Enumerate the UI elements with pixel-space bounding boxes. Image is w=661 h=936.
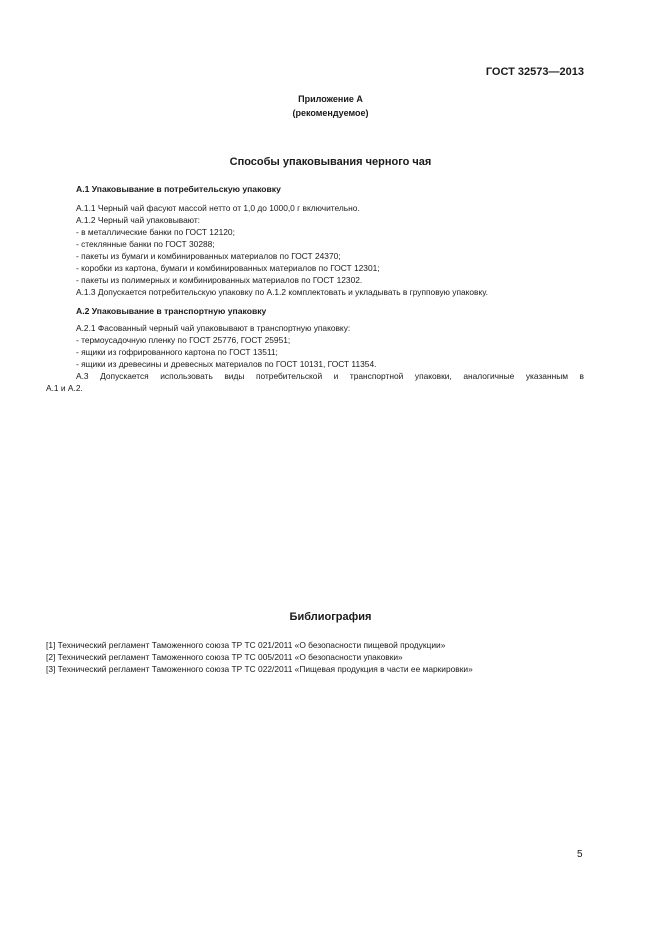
list-item: - стеклянные банки по ГОСТ 30288; [76,239,215,249]
list-item: - ящики из гофрированного картона по ГОСТ 13511; [76,347,278,357]
text-line: А.3 Допускается использовать виды потребительской и транспортной упаковки, аналогичные указанным в [76,371,584,381]
list-item: - пакеты из полимерных и комбинированных материалов по ГОСТ 12302. [76,275,363,285]
page-number: 5 [577,849,583,860]
text-line: А.1.1 Черный чай фасуют массой нетто от 1,0 до 1000,0 г включительно. [76,203,360,213]
text-line: А.1.3 Допускается потребительскую упаковку по А.1.2 комплектовать и укладывать в групповую упаковку. [76,287,488,297]
list-item: - ящики из древесины и древесных материалов по ГОСТ 10131, ГОСТ 11354. [76,359,377,369]
bibliography-item: [3] Технический регламент Таможенного союза ТР ТС 022/2011 «Пищевая продукция в части ее маркировки» [46,664,473,674]
section-a1-heading: А.1 Упаковывание в потребительскую упаковку [76,184,281,194]
list-item: - коробки из картона, бумаги и комбинированных материалов по ГОСТ 12301; [76,263,380,273]
section-a2-heading: А.2 Упаковывание в транспортную упаковку [76,306,267,316]
text-line: А.1 и А.2. [46,383,83,393]
list-item: - в металлические банки по ГОСТ 12120; [76,227,235,237]
list-item: - пакеты из бумаги и комбинированных материалов по ГОСТ 24370; [76,251,341,261]
list-item: - термоусадочную пленку по ГОСТ 25776, ГОСТ 25951; [76,335,291,345]
bibliography-title: Библиография [289,611,372,623]
text-line: А.2.1 Фасованный черный чай упаковывают в транспортную упаковку: [76,323,351,333]
text-line: А.1.2 Черный чай упаковывают: [76,215,200,225]
annex-main-title: Способы упаковывания черного чая [229,156,432,168]
annex-subtitle: (рекомендуемое) [292,108,369,118]
document-code: ГОСТ 32573—2013 [485,66,584,78]
bibliography-item: [2] Технический регламент Таможенного союза ТР ТС 005/2011 «О безопасности упаковки» [46,652,403,662]
bibliography-item: [1] Технический регламент Таможенного союза ТР ТС 021/2011 «О безопасности пищевой продукции» [46,640,446,650]
annex-title: Приложение А [298,94,363,104]
